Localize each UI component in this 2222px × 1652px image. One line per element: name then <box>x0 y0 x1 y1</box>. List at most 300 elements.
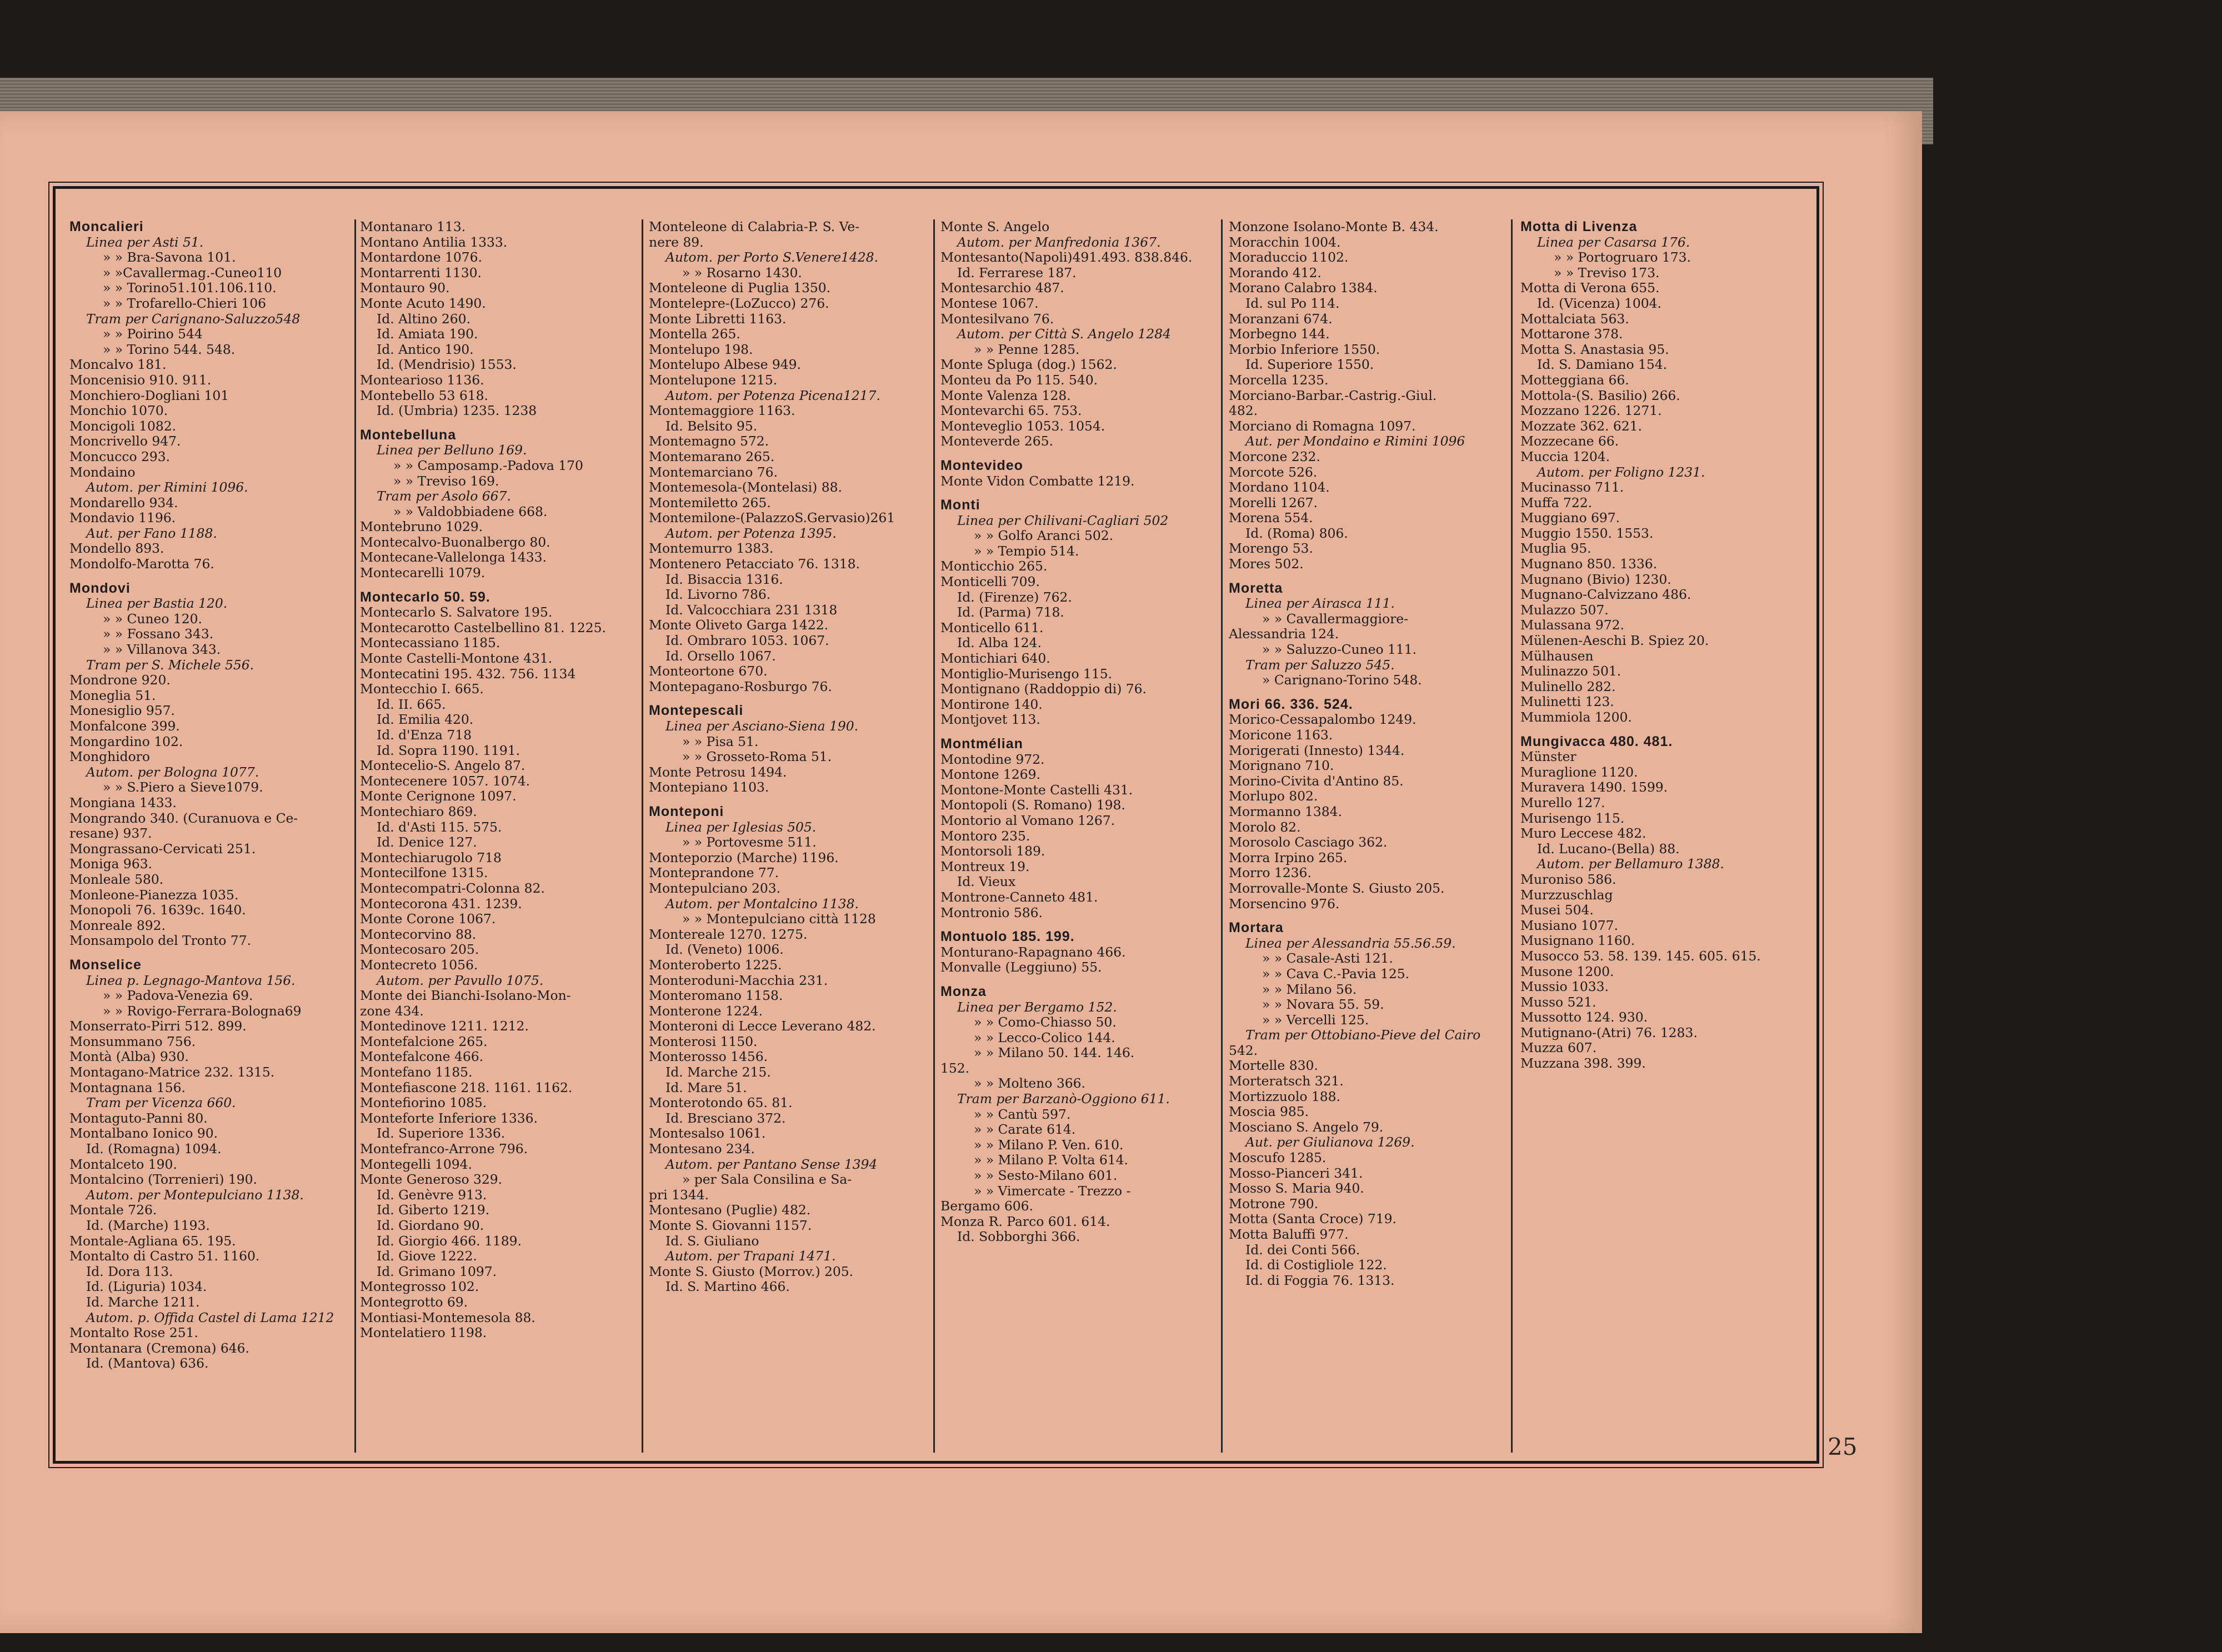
index-entry: Monserrato-Pirri 512. 899. <box>69 1018 247 1034</box>
section-heading: Mondovi <box>69 580 131 596</box>
index-entry: Montemarano 265. <box>649 448 775 464</box>
index-entry: Montrone-Canneto 481. <box>940 889 1098 905</box>
index-entry: Id. Lucano-(Bella) 88. <box>1537 840 1680 857</box>
index-entry: Monsummano 756. <box>69 1033 196 1049</box>
section-heading: Monselice <box>69 957 142 973</box>
index-entry: Mores 502. <box>1229 556 1304 572</box>
index-entry: Autom. per Bellamuro 1388. <box>1537 856 1724 872</box>
index-entry: Monopoli 76. 1639c. 1640. <box>69 902 246 918</box>
index-entry: Muro Leccese 482. <box>1520 825 1647 842</box>
index-entry: Id. di Costigliole 122. <box>1245 1257 1387 1273</box>
index-entry: Mülenen-Aeschi B. Spiez 20. <box>1520 633 1709 649</box>
index-entry: Id. Mare 51. <box>665 1079 747 1095</box>
index-entry: Id. (Roma) 806. <box>1245 525 1348 541</box>
index-entry: Montecane-Vallelonga 1433. <box>360 549 547 565</box>
index-entry: Montalto di Castro 51. 1160. <box>69 1248 260 1264</box>
index-entry: Id. (Vicenza) 1004. <box>1537 295 1662 311</box>
index-entry: » » Saluzzo-Cuneo 111. <box>1262 642 1417 658</box>
index-entry: Monteromano 1158. <box>649 988 783 1004</box>
index-entry: Autom. per Potenza 1395. <box>665 525 837 541</box>
index-entry: Montelupone 1215. <box>649 372 778 388</box>
index-entry: Musocco 53. 58. 139. 145. 605. 615. <box>1520 948 1761 964</box>
index-entry: Montecilfone 1315. <box>360 865 488 881</box>
index-entry: Monteforte Inferiore 1336. <box>360 1110 538 1126</box>
index-entry: Monterosi 1150. <box>649 1033 758 1049</box>
index-entry: Montefiorino 1085. <box>360 1095 487 1111</box>
column-divider <box>1221 219 1223 1453</box>
index-entry: Id. Sopra 1190. 1191. <box>377 742 521 758</box>
index-entry: Moneglia 51. <box>69 687 156 703</box>
index-entry: Id. (Firenze) 762. <box>957 589 1072 605</box>
index-entry: Morrovalle-Monte S. Giusto 205. <box>1229 880 1445 896</box>
index-entry: Monte Generoso 329. <box>360 1172 503 1188</box>
index-entry: Montaguto-Panni 80. <box>69 1110 208 1126</box>
index-entry: 482. <box>1229 403 1258 419</box>
index-entry: Muggiano 697. <box>1520 510 1620 526</box>
index-entry: Montreux 19. <box>940 858 1030 874</box>
index-entry: Id. Ombraro 1053. 1067. <box>665 633 829 649</box>
index-entry: Morteratsch 321. <box>1229 1073 1344 1089</box>
index-entry: Morcella 1235. <box>1229 372 1329 388</box>
index-entry: » » Grosseto-Roma 51. <box>682 749 832 765</box>
index-entry: Mosso-Pianceri 341. <box>1229 1165 1363 1181</box>
index-entry: Mottarone 378. <box>1520 326 1623 342</box>
index-entry: Montagano-Matrice 232. 1315. <box>69 1064 275 1080</box>
index-entry: Monteroberto 1225. <box>649 957 782 973</box>
index-entry: Mulinazzo 501. <box>1520 663 1622 679</box>
index-entry: Id. dei Conti 566. <box>1245 1241 1360 1258</box>
section-heading: Montepescali <box>649 703 744 719</box>
index-entry: Musso 521. <box>1520 994 1597 1010</box>
index-entry: Montodine 972. <box>940 751 1045 767</box>
index-entry: Linea per Bastia 120. <box>86 595 228 612</box>
index-entry: » » Vimercate - Trezzo - <box>974 1183 1131 1199</box>
index-entry: Mülhausen <box>1520 648 1594 664</box>
column-divider <box>354 219 356 1453</box>
index-entry: Mosciano S. Angelo 79. <box>1229 1119 1384 1135</box>
index-entry: Montalto Rose 251. <box>69 1325 198 1341</box>
index-entry: » » Golfo Aranci 502. <box>974 528 1114 544</box>
index-entry: Monte Valenza 128. <box>940 387 1071 403</box>
index-entry: Mugnano 850. 1336. <box>1520 556 1658 572</box>
index-entry: Mutignano-(Atri) 76. 1283. <box>1520 1024 1698 1040</box>
index-entry: Id. S. Damiano 154. <box>1537 357 1668 373</box>
index-entry: Mussio 1033. <box>1520 979 1609 995</box>
index-entry: Montecchio I. 665. <box>360 681 484 697</box>
index-entry: Mordano 1104. <box>1229 479 1330 495</box>
index-entry: Monte Acuto 1490. <box>360 295 486 311</box>
index-entry: Muggio 1550. 1553. <box>1520 525 1654 541</box>
index-entry: Id. Orsello 1067. <box>665 648 776 664</box>
index-entry: Id. Ferrarese 187. <box>957 264 1077 281</box>
index-entry: » » Vercelli 125. <box>1262 1012 1369 1028</box>
index-entry: Id. Marche 1211. <box>86 1294 200 1310</box>
index-entry: Montiasi-Montemesola 88. <box>360 1309 536 1325</box>
index-entry: Id. (Romagna) 1094. <box>86 1141 222 1157</box>
index-entry: Mozzate 362. 621. <box>1520 418 1642 434</box>
index-entry: Musiano 1077. <box>1520 917 1618 933</box>
index-entry: Morengo 53. <box>1229 540 1313 557</box>
index-entry: Mortelle 830. <box>1229 1058 1318 1074</box>
index-entry: Mummiola 1200. <box>1520 709 1632 725</box>
index-entry: 152. <box>940 1060 970 1076</box>
index-entry: Autom. per Manfredonia 1367. <box>957 234 1161 250</box>
index-entry: Montanaro 113. <box>360 219 466 234</box>
index-entry: Morcote 526. <box>1229 464 1318 480</box>
index-entry: Montechiaro 869. <box>360 803 477 819</box>
index-entry: Montagnana 156. <box>69 1079 186 1095</box>
index-entry: Monterosso 1456. <box>649 1049 768 1065</box>
index-entry: Id. (Parma) 718. <box>957 604 1064 620</box>
index-entry: Morelli 1267. <box>1229 494 1318 510</box>
index-entry: Montemaggiore 1163. <box>649 403 795 419</box>
index-entry: Monteleone di Puglia 1350. <box>649 280 831 296</box>
index-entry: Autom. per Potenza Picena1217. <box>665 387 880 403</box>
section-heading: Montevideo <box>940 457 1023 473</box>
index-entry: Montedinove 1211. 1212. <box>360 1018 529 1034</box>
index-entry: Linea per Bergamo 152. <box>957 999 1117 1015</box>
index-entry: Montoro 235. <box>940 828 1030 844</box>
index-entry: Montecreto 1056. <box>360 957 478 973</box>
index-entry: Id. S. Giuliano <box>665 1233 759 1249</box>
index-entry: Motta di Verona 655. <box>1520 280 1660 296</box>
index-entry: Montepagano-Rosburgo 76. <box>649 678 832 694</box>
index-entry: Mulinello 282. <box>1520 678 1616 694</box>
index-entry: 542. <box>1229 1042 1258 1058</box>
section-heading: Motta di Livenza <box>1520 219 1638 234</box>
index-entry: Montecorona 431. 1239. <box>360 895 522 912</box>
index-entry: Monte Spluga (dog.) 1562. <box>940 357 1117 373</box>
index-entry: Montronio 586. <box>940 904 1043 920</box>
index-entry: Montalceto 190. <box>69 1156 177 1172</box>
index-entry: Montesano (Puglie) 482. <box>649 1202 811 1218</box>
index-entry: Id. (Mantova) 636. <box>86 1355 209 1371</box>
index-entry: Monghidoro <box>69 749 150 765</box>
index-entry: Monteleone di Calabria-P. S. Ve- <box>649 219 860 234</box>
index-entry: Id. Giorgio 466. 1189. <box>377 1233 522 1249</box>
index-entry: Tram per Asolo 667. <box>377 488 511 504</box>
index-entry: Mozzecane 66. <box>1520 433 1619 449</box>
index-entry: Motta (Santa Croce) 719. <box>1229 1211 1397 1227</box>
index-column-6 <box>1520 219 1804 1453</box>
index-entry: Tram per Carignano-Saluzzo548 <box>86 311 301 327</box>
index-entry: Motta Baluffi 977. <box>1229 1227 1349 1242</box>
index-entry: » » Fossano 343. <box>103 626 214 642</box>
index-entry: Morignano 710. <box>1229 758 1334 774</box>
index-entry: » » Penne 1285. <box>974 341 1080 357</box>
index-entry: Monchiero-Dogliani 101 <box>69 387 229 403</box>
index-entry: Morra Irpino 265. <box>1229 849 1348 865</box>
index-entry: Montecorvino 88. <box>360 926 477 942</box>
index-entry: » » Molteno 366. <box>974 1075 1085 1092</box>
index-entry: Id. II. 665. <box>377 696 446 712</box>
index-entry: Montecarelli 1079. <box>360 565 486 581</box>
index-entry: Montella 265. <box>649 326 740 342</box>
index-entry: Id. Sobborghi 366. <box>957 1229 1080 1245</box>
index-entry: Montale-Agliana 65. 195. <box>69 1233 236 1249</box>
index-entry: Mosso S. Maria 940. <box>1229 1180 1364 1197</box>
index-entry: » » Novara 55. 59. <box>1262 997 1384 1013</box>
index-entry: Montanara (Cremona) 646. <box>69 1340 249 1356</box>
index-entry: Bergamo 606. <box>940 1198 1033 1214</box>
index-entry: Morlupo 802. <box>1229 788 1318 804</box>
index-entry: Tram per Barzanò-Oggiono 611. <box>957 1091 1170 1107</box>
index-entry: » » Torino51.101.106.110. <box>103 280 277 296</box>
index-entry: » » Cavallermaggiore- <box>1262 610 1409 627</box>
index-entry: Montorsoli 189. <box>940 843 1045 859</box>
index-entry: Mongardino 102. <box>69 733 183 749</box>
index-entry: Montegelli 1094. <box>360 1156 472 1172</box>
index-entry: pri 1344. <box>649 1187 709 1203</box>
index-entry: Monterone 1224. <box>649 1003 763 1019</box>
index-entry: Monteprandone 77. <box>649 865 779 881</box>
index-entry: Monte S. Giusto (Morrov.) 205. <box>649 1263 854 1279</box>
index-entry: » Carignano-Torino 548. <box>1262 672 1422 688</box>
index-entry: Muccia 1204. <box>1520 448 1610 464</box>
index-entry: Mortizzuolo 188. <box>1229 1088 1340 1104</box>
index-entry: Montepiano 1103. <box>649 779 769 795</box>
index-entry: Montelupo 198. <box>649 341 753 357</box>
index-entry: Id. Superiore 1550. <box>1245 357 1374 373</box>
index-entry: Monticelli 709. <box>940 574 1040 590</box>
index-column-3 <box>649 219 932 1453</box>
index-entry: Montereale 1270. 1275. <box>649 926 808 942</box>
index-entry: » » Milano 56. <box>1262 981 1357 997</box>
index-entry: Mondaino <box>69 464 136 480</box>
index-entry: Motteggiana 66. <box>1520 372 1629 388</box>
index-entry: Id. Grimano 1097. <box>377 1263 497 1279</box>
index-entry: Montarrenti 1130. <box>360 264 482 281</box>
index-entry: Montemesola-(Montelasi) 88. <box>649 479 842 495</box>
index-entry: Id. (Mendrisio) 1553. <box>377 357 517 373</box>
index-entry: Montesano 234. <box>649 1141 755 1157</box>
index-entry: Id. Belsito 95. <box>665 418 758 434</box>
index-entry: » » Villanova 343. <box>103 642 221 658</box>
index-entry: Murzzuschlag <box>1520 887 1613 903</box>
index-entry: » » Portovesme 511. <box>682 834 817 850</box>
index-entry: Morino-Civita d'Antino 85. <box>1229 773 1404 789</box>
index-entry: Moncucco 293. <box>69 448 171 464</box>
index-entry: Montemilone-(PalazzoS.Gervasio)261 <box>649 510 895 526</box>
index-entry: Moscufo 1285. <box>1229 1150 1327 1166</box>
index-entry: » » Torino 544. 548. <box>103 341 236 357</box>
index-entry: Mulazzo 507. <box>1520 602 1609 618</box>
section-heading: Mortara <box>1229 920 1284 936</box>
index-entry: Muraglione 1120. <box>1520 764 1638 780</box>
index-entry: Monte S. Angelo <box>940 219 1050 234</box>
index-entry: Linea per Airasca 111. <box>1245 595 1395 612</box>
index-entry: Mongrassano-Cervicati 251. <box>69 840 256 857</box>
index-entry: Mongrando 340. (Curanuova e Ce- <box>69 810 298 826</box>
index-entry: Muroniso 586. <box>1520 871 1617 887</box>
index-entry: Monte Petrosu 1494. <box>649 764 787 780</box>
index-entry: Montauro 90. <box>360 280 450 296</box>
index-entry: Muravera 1490. 1599. <box>1520 779 1668 795</box>
index-entry: Id. Giordano 90. <box>377 1218 484 1233</box>
index-column-1 <box>69 219 353 1453</box>
index-entry: » » Rovigo-Ferrara-Bologna69 <box>103 1003 302 1019</box>
section-heading: Monza <box>940 983 987 999</box>
index-entry: Montano Antilia 1333. <box>360 234 508 250</box>
index-entry: Montignano (Raddoppio di) 76. <box>940 681 1147 697</box>
index-entry: Mulinetti 123. <box>1520 694 1614 710</box>
index-entry: Montopoli (S. Romano) 198. <box>940 797 1125 813</box>
index-entry: Morbio Inferiore 1550. <box>1229 341 1380 357</box>
index-entry: Morciano di Romagna 1097. <box>1229 418 1416 434</box>
index-entry: Morano Calabro 1384. <box>1229 280 1378 296</box>
index-entry: Montecassiano 1185. <box>360 635 501 651</box>
index-entry: Tram per Vicenza 660. <box>86 1095 236 1111</box>
index-entry: Autom. per Trapani 1471. <box>665 1248 836 1264</box>
index-entry: Monleone-Pianezza 1035. <box>69 887 239 903</box>
index-entry: Montecompatri-Colonna 82. <box>360 880 545 896</box>
index-entry: Mondarello 934. <box>69 494 178 510</box>
index-entry: Id. Denice 127. <box>377 834 477 850</box>
index-entry: Id. S. Martino 466. <box>665 1279 790 1295</box>
index-entry: Autom. per Città S. Angelo 1284 <box>957 326 1171 342</box>
index-entry: Moncigoli 1082. <box>69 418 177 434</box>
index-entry: Muffa 722. <box>1520 494 1593 510</box>
index-entry: » » Montepulciano città 1128 <box>682 911 876 927</box>
index-entry: » » Milano P. Ven. 610. <box>974 1137 1124 1153</box>
index-entry: Montecarotto Castelbellino 81. 1225. <box>360 619 606 635</box>
index-entry: Aut. per Giulianova 1269. <box>1245 1134 1415 1150</box>
index-entry: Montearioso 1136. <box>360 372 484 388</box>
index-entry: Montesanto(Napoli)491.493. 838.846. <box>940 249 1193 266</box>
index-entry: Montiglio-Murisengo 115. <box>940 665 1113 682</box>
index-entry: Montone 1269. <box>940 767 1040 783</box>
index-entry: Id. Valcocchiara 231 1318 <box>665 602 838 618</box>
index-entry: Montegrotto 69. <box>360 1294 468 1310</box>
index-entry: Motta S. Anastasia 95. <box>1520 341 1669 357</box>
index-entry: Monte Oliveto Garga 1422. <box>649 617 829 633</box>
index-entry: Linea per Chilivani-Cagliari 502 <box>957 512 1169 528</box>
index-entry: Morsencino 976. <box>1229 895 1340 912</box>
index-entry: Monte Vidon Combatte 1219. <box>940 473 1135 489</box>
index-entry: Münster <box>1520 749 1577 765</box>
index-entry: Muzzana 398. 399. <box>1520 1055 1646 1072</box>
index-entry: Monte Cerignone 1097. <box>360 788 517 804</box>
index-entry: Moracchin 1004. <box>1229 234 1341 250</box>
column-divider <box>1511 219 1513 1453</box>
index-entry: Id. (Umbria) 1235. 1238 <box>377 403 537 419</box>
section-heading: Mungivacca 480. 481. <box>1520 733 1673 749</box>
index-entry: Moraduccio 1102. <box>1229 249 1349 266</box>
index-entry: nere 89. <box>649 234 704 250</box>
index-entry: Montorio al Vomano 1267. <box>940 812 1115 828</box>
index-entry: Montalcino (Torrenieri) 190. <box>69 1172 257 1188</box>
index-entry: Id. Genèvre 913. <box>377 1187 487 1203</box>
index-entry: Monfalcone 399. <box>69 718 180 734</box>
index-entry: » » Milano P. Volta 614. <box>974 1152 1128 1168</box>
section-heading: Monteponi <box>649 803 724 819</box>
index-entry: Mondavio 1196. <box>69 510 176 526</box>
section-heading: Moncalieri <box>69 219 144 234</box>
index-entry: » » Milano 50. 144. 146. <box>974 1045 1135 1061</box>
index-entry: Id. Altino 260. <box>377 311 471 327</box>
index-entry: Montecatini 195. 432. 756. 1134 <box>360 665 576 682</box>
index-entry: » » Cava C.-Pavia 125. <box>1262 965 1410 982</box>
index-entry: Muzza 607. <box>1520 1040 1597 1056</box>
index-entry: Montelupo Albese 949. <box>649 357 801 373</box>
index-entry: Id. (Veneto) 1006. <box>665 942 784 958</box>
index-entry: Musei 504. <box>1520 902 1594 918</box>
index-entry: Mussotto 124. 930. <box>1520 1009 1648 1025</box>
index-entry: Id. sul Po 114. <box>1245 295 1340 311</box>
index-entry: Montjovet 113. <box>940 712 1040 728</box>
index-entry: Monturano-Rapagnano 466. <box>940 944 1126 960</box>
index-entry: Monreale 892. <box>69 917 166 933</box>
index-entry: » per Sala Consilina e Sa- <box>682 1172 852 1188</box>
index-entry: Montegrosso 102. <box>360 1279 479 1295</box>
index-entry: » » Pisa 51. <box>682 733 759 749</box>
index-entry: Monticello 611. <box>940 619 1044 635</box>
index-entry: Mugnano (Bivio) 1230. <box>1520 571 1671 587</box>
index-entry: Id. Emilia 420. <box>377 712 474 728</box>
section-heading: Moretta <box>1229 580 1283 596</box>
index-entry: Montirone 140. <box>940 696 1043 712</box>
index-entry: Id. d'Enza 718 <box>377 727 472 743</box>
index-entry: Monzone Isolano-Monte B. 434. <box>1229 219 1439 234</box>
index-entry: » » Como-Chiasso 50. <box>974 1014 1117 1030</box>
section-heading: Montecarlo 50. 59. <box>360 589 491 605</box>
section-heading: Montmélian <box>940 736 1023 752</box>
index-entry: Id. Vieux <box>957 874 1016 890</box>
index-entry: » » Tempio 514. <box>974 543 1079 559</box>
index-entry: Morico-Cessapalombo 1249. <box>1229 712 1417 728</box>
index-entry: » » Carate 614. <box>974 1122 1076 1138</box>
index-entry: » » Lecco-Colico 144. <box>974 1029 1115 1045</box>
index-entry: Montichiari 640. <box>940 650 1050 667</box>
index-entry: » » Cuneo 120. <box>103 610 202 627</box>
index-entry: Monteortone 670. <box>649 663 768 679</box>
index-entry: Alessandria 124. <box>1229 626 1339 642</box>
index-entry: » » Camposamp.-Padova 170 <box>393 457 583 473</box>
index-entry: Linea per Asti 51. <box>86 234 204 250</box>
index-entry: Monteverde 265. <box>940 433 1053 449</box>
index-entry: Morando 412. <box>1229 264 1322 281</box>
index-entry: » » S.Piero a Sieve1079. <box>103 779 263 795</box>
index-entry: Moricone 1163. <box>1229 727 1333 743</box>
index-entry: Morcone 232. <box>1229 448 1320 464</box>
index-entry: Id. Bresciano 372. <box>665 1110 786 1126</box>
index-entry: Autom. per Pavullo 1075. <box>377 972 544 988</box>
index-entry: Monte Libretti 1163. <box>649 311 787 327</box>
index-entry: Monsampolo del Tronto 77. <box>69 933 252 949</box>
index-entry: Tram per Saluzzo 545. <box>1245 657 1395 673</box>
index-entry: Id. Giove 1222. <box>377 1248 477 1264</box>
index-entry: Monteveglio 1053. 1054. <box>940 418 1105 434</box>
index-column-4 <box>940 219 1224 1453</box>
index-entry: Id. di Foggia 76. 1313. <box>1245 1272 1395 1288</box>
index-entry: » »Cavallermag.-Cuneo110 <box>103 264 282 281</box>
index-entry: Montardone 1076. <box>360 249 482 266</box>
index-entry: Monteu da Po 115. 540. <box>940 372 1098 388</box>
index-entry: » » Rosarno 1430. <box>682 264 802 281</box>
section-heading: Montuolo 185. 199. <box>940 929 1075 945</box>
index-entry: Moncenisio 910. 911. <box>69 372 212 388</box>
index-entry: Mongiana 1433. <box>69 794 177 810</box>
index-entry: Montese 1067. <box>940 295 1039 311</box>
index-entry: Motrone 790. <box>1229 1195 1319 1212</box>
index-entry: Monte Castelli-Montone 431. <box>360 650 553 667</box>
index-entry: » » Valdobbiadene 668. <box>393 503 548 519</box>
index-entry: Mucinasso 711. <box>1520 479 1624 495</box>
index-entry: Morro 1236. <box>1229 865 1312 881</box>
index-entry: Mugnano-Calvizzano 486. <box>1520 587 1691 603</box>
index-entry: Id. Livorno 786. <box>665 587 771 603</box>
index-entry: » » Treviso 173. <box>1554 264 1660 281</box>
